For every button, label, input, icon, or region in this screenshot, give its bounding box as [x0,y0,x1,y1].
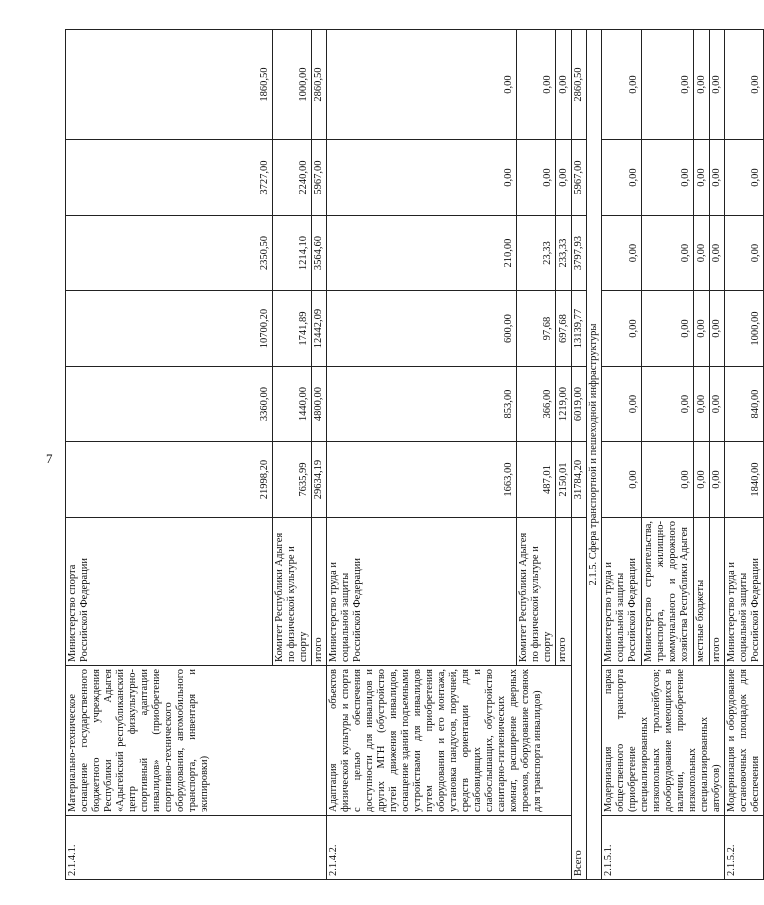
value-cell: 0,00 [709,442,724,518]
item-description: Модернизация и оборудование остановочных площадок для обеспечения [725,666,764,816]
table-row [725,30,764,880]
value-cell: 0,00 [641,30,693,140]
value-cell: 0,00 [725,140,764,216]
value-cell: 21998,20 [66,442,273,518]
value-cell: 3360,00 [66,367,273,442]
value-cell: 2350,50 [66,216,273,291]
item-code: 2.1.4.1. [66,816,327,880]
value-cell: 12442,09 [312,291,327,367]
executor-cell: местные бюджеты [694,518,709,666]
value-cell: 840,00 [725,367,764,442]
value-cell: 0,00 [725,216,764,291]
value-cell: 1000,00 [725,291,764,367]
item-description: Адаптация объектов физической культуры и спорта с целью обеспечения доступности для инвалидов и других МГН (обустройство путей движения инвалидов, оснащение зданий подъемными устройствами для инвалидов путем приобретения оборудования и его монтажа, установка пандусов, поручней, средств ориентации для слабовидящих и слабослышащих, обустройство санитарно-гигиенических комнат, расширение дверных проемов, оборудование стоянок для транспорта инвалидов) [327,666,572,816]
executor-cell: Министерство труда и социальной защиты Российской Федерации [725,518,764,666]
executor-cell: Комитет Республики Адыгея по физической культуре и спорту [517,518,556,666]
value-cell: 1663,00 [327,442,517,518]
value-cell: 3564,60 [312,216,327,291]
value-cell: 0,00 [641,140,693,216]
value-cell: 233,33 [556,216,572,291]
value-cell: 0,00 [709,216,724,291]
executor-cell: Министерство строительства, транспорта, жилищно-коммунального и дорожного хозяйства Республики Адыгея [641,518,693,666]
item-code: 2.1.4.2. [327,816,572,880]
value-cell: 0,00 [725,30,764,140]
item-description: Материально-техническое оснащение государственного бюджетного учреждения Республики Адыгея «Адыгейский республиканский центр физкультурно-спортивный адаптации инвалидов» (приобретение спортивно-технического оборудования, автомобильного транспорта, инвентаря и экипировки) [66,666,327,816]
page-number: 7 [46,451,53,466]
value-cell: 2860,50 [572,30,587,140]
item-code: 2.1.5.1. [602,816,725,880]
value-cell: 1440,00 [273,367,312,442]
value-cell: 0,00 [602,291,642,367]
value-cell: 6019,00 [572,367,587,442]
value-cell: 1860,50 [66,30,273,140]
value-cell: 3797,93 [572,216,587,291]
value-cell: 0,00 [694,367,709,442]
value-cell: 0,00 [327,30,517,140]
value-cell: 0,00 [694,442,709,518]
value-cell: 13139,77 [572,291,587,367]
value-cell: 0,00 [694,291,709,367]
value-cell: 0,00 [327,140,517,216]
value-cell: 0,00 [556,140,572,216]
value-cell: 0,00 [602,442,642,518]
value-cell: 5967,00 [312,140,327,216]
value-cell: 0,00 [602,140,642,216]
value-cell: 0,00 [602,216,642,291]
executor-cell: итого [556,518,572,666]
value-cell: 0,00 [602,30,642,140]
value-cell: 1214,10 [273,216,312,291]
item-code: 2.1.5.2. [725,816,764,880]
value-cell: 0,00 [709,367,724,442]
value-cell: 2150,01 [556,442,572,518]
executor-cell: Министерство труда и социальной защиты Российской Федерации [327,518,517,666]
value-cell: 10700,20 [66,291,273,367]
value-cell: 0,00 [694,140,709,216]
value-cell: 0,00 [641,442,693,518]
value-cell: 23,33 [517,216,556,291]
value-cell: 1219,00 [556,367,572,442]
total-row [572,30,587,880]
value-cell: 2240,00 [273,140,312,216]
executor-cell: Министерство спорта Российской Федерации [66,518,273,666]
value-cell: 0,00 [602,367,642,442]
value-cell: 5967,00 [572,140,587,216]
value-cell: 1741,89 [273,291,312,367]
value-cell: 0,00 [517,30,556,140]
value-cell: 0,00 [709,140,724,216]
table-row [602,30,642,880]
section-row [587,30,602,880]
item-description: Модернизация парка общественного транспорта (приобретение специализированных низкопольных троллейбусов; дооборудование имеющихся в наличии, приобретение низкопольных специализированных автобусов) [602,666,725,816]
value-cell: 4800,00 [312,367,327,442]
value-cell: 0,00 [641,367,693,442]
value-cell: 0,00 [641,216,693,291]
executor-cell: итого [312,518,327,666]
value-cell: 7635,99 [273,442,312,518]
value-cell: 0,00 [709,30,724,140]
value-cell: 0,00 [641,291,693,367]
value-cell: 1000,00 [273,30,312,140]
value-cell: 0,00 [556,30,572,140]
value-cell: 31784,20 [572,442,587,518]
rotated-table-wrapper [65,30,761,880]
value-cell: 0,00 [694,30,709,140]
value-cell: 97,68 [517,291,556,367]
value-cell: 3727,00 [66,140,273,216]
value-cell: 697,68 [556,291,572,367]
value-cell: 1840,00 [725,442,764,518]
value-cell: 853,00 [327,367,517,442]
executor-cell: Министерство труда и социальной защиты Российской Федерации [602,518,642,666]
value-cell: 600,00 [327,291,517,367]
value-cell: 29634,19 [312,442,327,518]
value-cell: 210,00 [327,216,517,291]
value-cell: 366,00 [517,367,556,442]
value-cell: 0,00 [694,216,709,291]
value-cell: 0,00 [517,140,556,216]
value-cell: 0,00 [709,291,724,367]
total-label: Всего [572,518,587,880]
section-title: 2.1.5. Сфера транспортной и пешеходной инфраструктуры [587,30,602,880]
table-row [66,30,273,880]
executor-cell: Комитет Республики Адыгея по физической культуре и спорту [273,518,312,666]
budget-table [65,29,764,880]
table-row [327,30,517,880]
value-cell: 487,01 [517,442,556,518]
executor-cell: итого [709,518,724,666]
value-cell: 2860,50 [312,30,327,140]
